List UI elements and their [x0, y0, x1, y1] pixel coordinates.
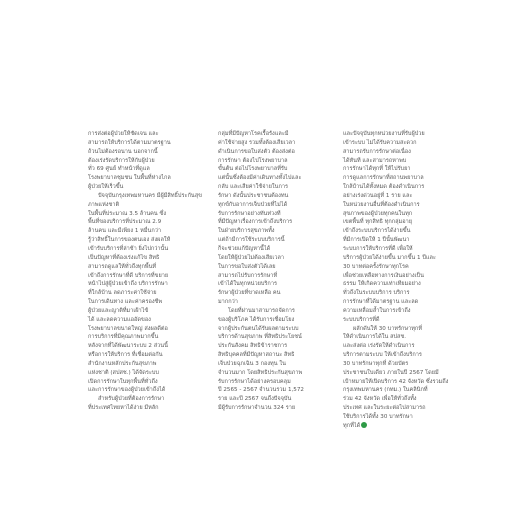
paragraph: และปัจจุบันทุกหน่วยงานที่รับผู้ป่วย เข้าระบบ ไม่ได้รับความสะดวก สามารถรับการรักษาต่อเนื่อง ได้ทันที และสามารถหาพบ การรักษาได้ทุกที่ ให้ไปรับยา การดูแลการรักษาที่สถานพยาบาล ใกล้บ้านได้ทั้งหมด ต้องดำเนินการ อย่างเร่งด่วนอยู่ที่ 1 ราย และ ในหน่วยงานอื่นที่ต้องดำเนินการ สุขภาพของผู้ป่วยทุกคนในทุก เขตพื้นที่ ทุกสิทธิ ทุกกลุ่มอายุ เข้าถึงระบบบริการได้ง่ายขึ้น ที่มีการเปิดให้ 1 ปีนั้นพัฒนา ระบบการให้บริการที่ดี เพื่อให้ บริการผู้ป่วยได้ง่ายขึ้น มากขึ้น 1 ปีและ 30 บาทต่อครั้งรักษาทุกโรค เพื่อช่วยเหลือทางการเงินอย่างเป็น ธรรม ให้เกิดความเท่าเทียมอย่าง ทั่วถึงในระบบบริการ บริการ การรักษาที่ได้มาตรฐาน และลด ความเหลื่อมล้ำในการเข้าถึง ระบบบริการที่ดี — [343, 131, 436, 323]
paragraph: การส่งต่อผู้ป่วยให้ชัดเจน และ สามารถให้บริการได้ตามมาตรฐาน ถ้วนไม่ต้องรอนาน นอกจากนี้ ต้องเร่งรัดบริการให้กับผู้ป่วย ทั่ว 69 ศูนย์ ทำหน้าที่ดูแล โรงพยาบาลชุมชน ในพื้นที่ห่างไกล ผู้ป่วยให้เร็วขึ้น — [88, 131, 171, 191]
text-column-3 — [343, 130, 449, 431]
paragraph: สำหรับผู้ป่วยที่ต้องการรักษา ที่ประเทศไทยหาได้ง่าย มีหลัก — [88, 396, 165, 412]
paragraph: ปัจจุบันกรุงเทพมหานคร มีผู้มีสิทธิ์ประกันสุขภาพแห่งชาติ ในพื้นที่ประมาณ 3.5 ล้านคน ซึ่ง พื้นที่ของบริการที่ประมาณ 2.9 ล้านคน และมีเพียง 1 หมื่นกว่า รู้ว่าสิทธิ์ในการของตนเอง ส่งผลให้ เข้ารับบริการที่ล่าช้า ยิ่งไปกว่านั้น เป็นปัญหาที่ต้องเร่งแก้ไข สิทธิ สามารถดูแลให้ทั่วถึงทุกพื้นที่ เข้าถึงการรักษาที่ดี บริการที่ขยาย หน้าไปสู่ผู้ป่วยเข้าถึง บริการรักษา ที่ใกล้บ้าน ลดภาระค่าใช้จ่าย ในการเดินทาง และค่าครองชีพ ผู้ป่วยและญาติที่มาเฝ้าไข้ ได้ และลดความแออัดของ โรงพยาบาลขนาดใหญ่ ส่งผลดีต่อ การบริการที่มีคุณภาพมากขึ้น หลังจากที่ได้พัฒนาระบบ 2 ส่วนนี้ หรือการให้บริการ ที่เชื่อมต่อกัน สำนักงานหลักประกันสุขภาพ แห่งชาติ (สปสช.) ได้จัดระบบ เปิดการรักษาในทุกพื้นที่ทั่วถึง และการรักษาของผู้ป่วยเข้าถึงได้ — [88, 192, 202, 394]
paragraph: โดยที่ผ่านมาสามารถจัดการ ของผู้บริโภค ได้รับการเชื่อมโยง จากผู้ประกันตนได้รับผลตามระบบ บริการด้านสุขภาพ ที่สิทธิประโยชน์ ประกันสังคม สิทธิข้าราชการ สิทธิบุคคลที่มีปัญหาสถานะ สิทธิ เจ็บป่วยฉุกเฉิน 3 กองทุน ใน จำนวนมาก โดยสิทธิประกันสุขภาพ รับการรักษาได้อย่างครอบคลุม ปี 2565 - 2567 จำนวนรวม 1,572 ราย และปี 2567 จนถึงปัจจุบัน มีผู้รับการรักษาจำนวน 324 ราย — [218, 307, 304, 412]
paragraph-text: ผลักดันให้ 30 บาทรักษาทุกที่ ให้ดำเนินการได้ใน สปสช. และส่งต่อ เร่งรัดให้ดำเนินการ บริการตามระบบ ให้เข้าถึงบริการ 30 บาทรักษาทุกที่ ด้วยบัตร ประชาชนใบเดียว ภายในปี 2567 โดยมี เป้าหมายให้เปิดบริการ 42 จังหวัด ซึ่งรวมถึง กรุงเทพมหานคร (กทม.) ในคลินิกที่ ร่วม 42 จังหวัด เพื่อให้ทั่วถึงทั้ง ประเทศ และในระยะต่อไปสามารถ ใช้บริการได้ทั้ง 30 บาทรักษา ทุกที่ได้ — [343, 325, 449, 429]
text-column-2 — [218, 130, 328, 413]
paragraph: กลุ่มที่มีปัญหาโรคเรื้อรังและมี ค่าใช้จ่ายสูง รวมทั้งต้องเสียเวลา ดำเนินการขอใบส่งตัว ต้องส่งต่อ การรักษา ต้องไปโรงพยาบาล ขั้นต้น ต่อไปโรงพยาบาลที่รับ แต่นั้นซึ่งต้องมีค่าเดินทางทั้งไปและ กลับ และเสียค่าใช้จ่ายในการ รักษา ดังนั้นประชาชนต้องทน ทุกข์กับอาการเจ็บป่วยที่ไม่ได้ รับการรักษาอย่างทันท่วงที ที่มีปัญหาเรื่องการเข้าถึงบริการ ในฝ่ายบริการสุขภาพทั้ง แต่ถ้ามีการใช้ระบบบริการนี้ ก็จะช่วยแก้ปัญหานี้ได้ โดยให้ผู้ป่วยไม่ต้องเสียเวลา ในการขอใบส่งตัวได้เลย สามารถไปรับการรักษาที่ เข้าได้ในทุกหน่วยบริการ รักษาผู้ป่วยที่ขาดเหลือ คน มากกว่า — [218, 131, 302, 306]
paragraph — [343, 325, 449, 431]
end-of-article-icon — [361, 422, 367, 428]
text-column-1 — [88, 130, 204, 413]
